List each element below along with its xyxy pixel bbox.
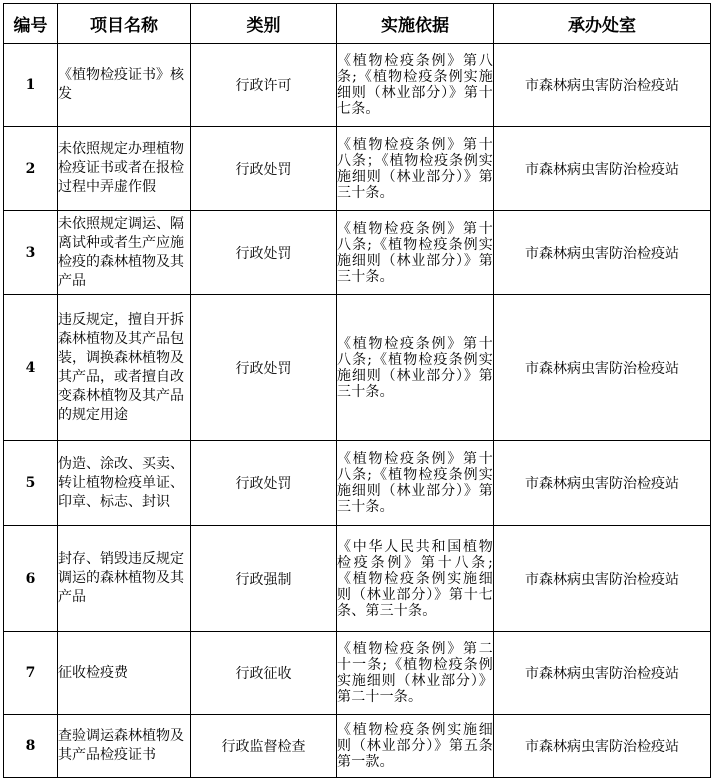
row-category: 行政强制: [191, 526, 337, 632]
row-name: 未依照规定办理植物检疫证书或者在报检过程中弄虚作假: [58, 127, 191, 211]
row-name: 征收检疫费: [58, 632, 191, 715]
row-office: 市森林病虫害防治检疫站: [494, 526, 711, 632]
row-office: 市森林病虫害防治检疫站: [494, 632, 711, 715]
row-basis: 《植物检疫条例》第十八条；《植物检疫条例实施细则（林业部分）》第三十条。: [337, 127, 494, 211]
table-row: [4, 632, 711, 715]
row-office: 市森林病虫害防治检疫站: [494, 211, 711, 295]
row-category: 行政处罚: [191, 127, 337, 211]
row-office: 市森林病虫害防治检疫站: [494, 127, 711, 211]
row-name: 封存、销毁违反规定调运的森林植物及其产品: [58, 526, 191, 632]
row-basis: 《植物检疫条例实施细则（林业部分）》第五条第一款。: [337, 715, 494, 778]
row-office: 市森林病虫害防治检疫站: [494, 295, 711, 441]
row-name: 违反规定，擅自开拆森林植物及其产品包装，调换森林植物及其产品，或者擅自改变森林植物及其产品的规定用途: [58, 295, 191, 441]
table-row: [4, 211, 711, 295]
table-row: [4, 295, 711, 441]
table-row: [4, 526, 711, 632]
table-row: [4, 715, 711, 778]
row-category: 行政处罚: [191, 295, 337, 441]
table-row: [4, 127, 711, 211]
row-num: 4: [4, 295, 58, 441]
row-name: 《植物检疫证书》核发: [58, 44, 191, 127]
row-basis: 《植物检疫条例》第十八条;《植物检疫条例实施细则（林业部分）》第三十条。: [337, 295, 494, 441]
header-office: 承办处室: [494, 4, 711, 44]
row-basis: 《中华人民共和国植物检疫条例》第十八条;《植物检疫条例实施细则（林业部分）》第十七条、第三十条。: [337, 526, 494, 632]
row-basis: 《植物检疫条例》第二十一条;《植物检疫条例实施细则（林业部分）》第二十一条。: [337, 632, 494, 715]
row-name: 查验调运森林植物及其产品检疫证书: [58, 715, 191, 778]
row-num: 2: [4, 127, 58, 211]
row-basis: 《植物检疫条例》第十八条;《植物检疫条例实施细则（林业部分）》第三十条。: [337, 211, 494, 295]
row-num: 7: [4, 632, 58, 715]
row-category: 行政监督检查: [191, 715, 337, 778]
row-num: 8: [4, 715, 58, 778]
header-category: 类别: [191, 4, 337, 44]
row-name: 伪造、涂改、买卖、转让植物检疫单证、印章、标志、封识: [58, 441, 191, 526]
row-office: 市森林病虫害防治检疫站: [494, 715, 711, 778]
row-basis: 《植物检疫条例》第十八条;《植物检疫条例实施细则（林业部分）》第三十条。: [337, 441, 494, 526]
row-category: 行政征收: [191, 632, 337, 715]
header-num: 编号: [4, 4, 58, 44]
row-basis: 《植物检疫条例》第八条;《植物检疫条例实施细则（林业部分）》第十七条。: [337, 44, 494, 127]
header-row: [4, 4, 711, 44]
table-row: [4, 44, 711, 127]
header-name: 项目名称: [58, 4, 191, 44]
row-category: 行政许可: [191, 44, 337, 127]
row-num: 3: [4, 211, 58, 295]
row-office: 市森林病虫害防治检疫站: [494, 441, 711, 526]
row-num: 5: [4, 441, 58, 526]
header-basis: 实施依据: [337, 4, 494, 44]
row-num: 6: [4, 526, 58, 632]
table-row: [4, 441, 711, 526]
row-office: 市森林病虫害防治检疫站: [494, 44, 711, 127]
row-num: 1: [4, 44, 58, 127]
row-category: 行政处罚: [191, 441, 337, 526]
row-category: 行政处罚: [191, 211, 337, 295]
project-table: [3, 3, 711, 778]
row-name: 未依照规定调运、隔离试种或者生产应施检疫的森林植物及其产品: [58, 211, 191, 295]
